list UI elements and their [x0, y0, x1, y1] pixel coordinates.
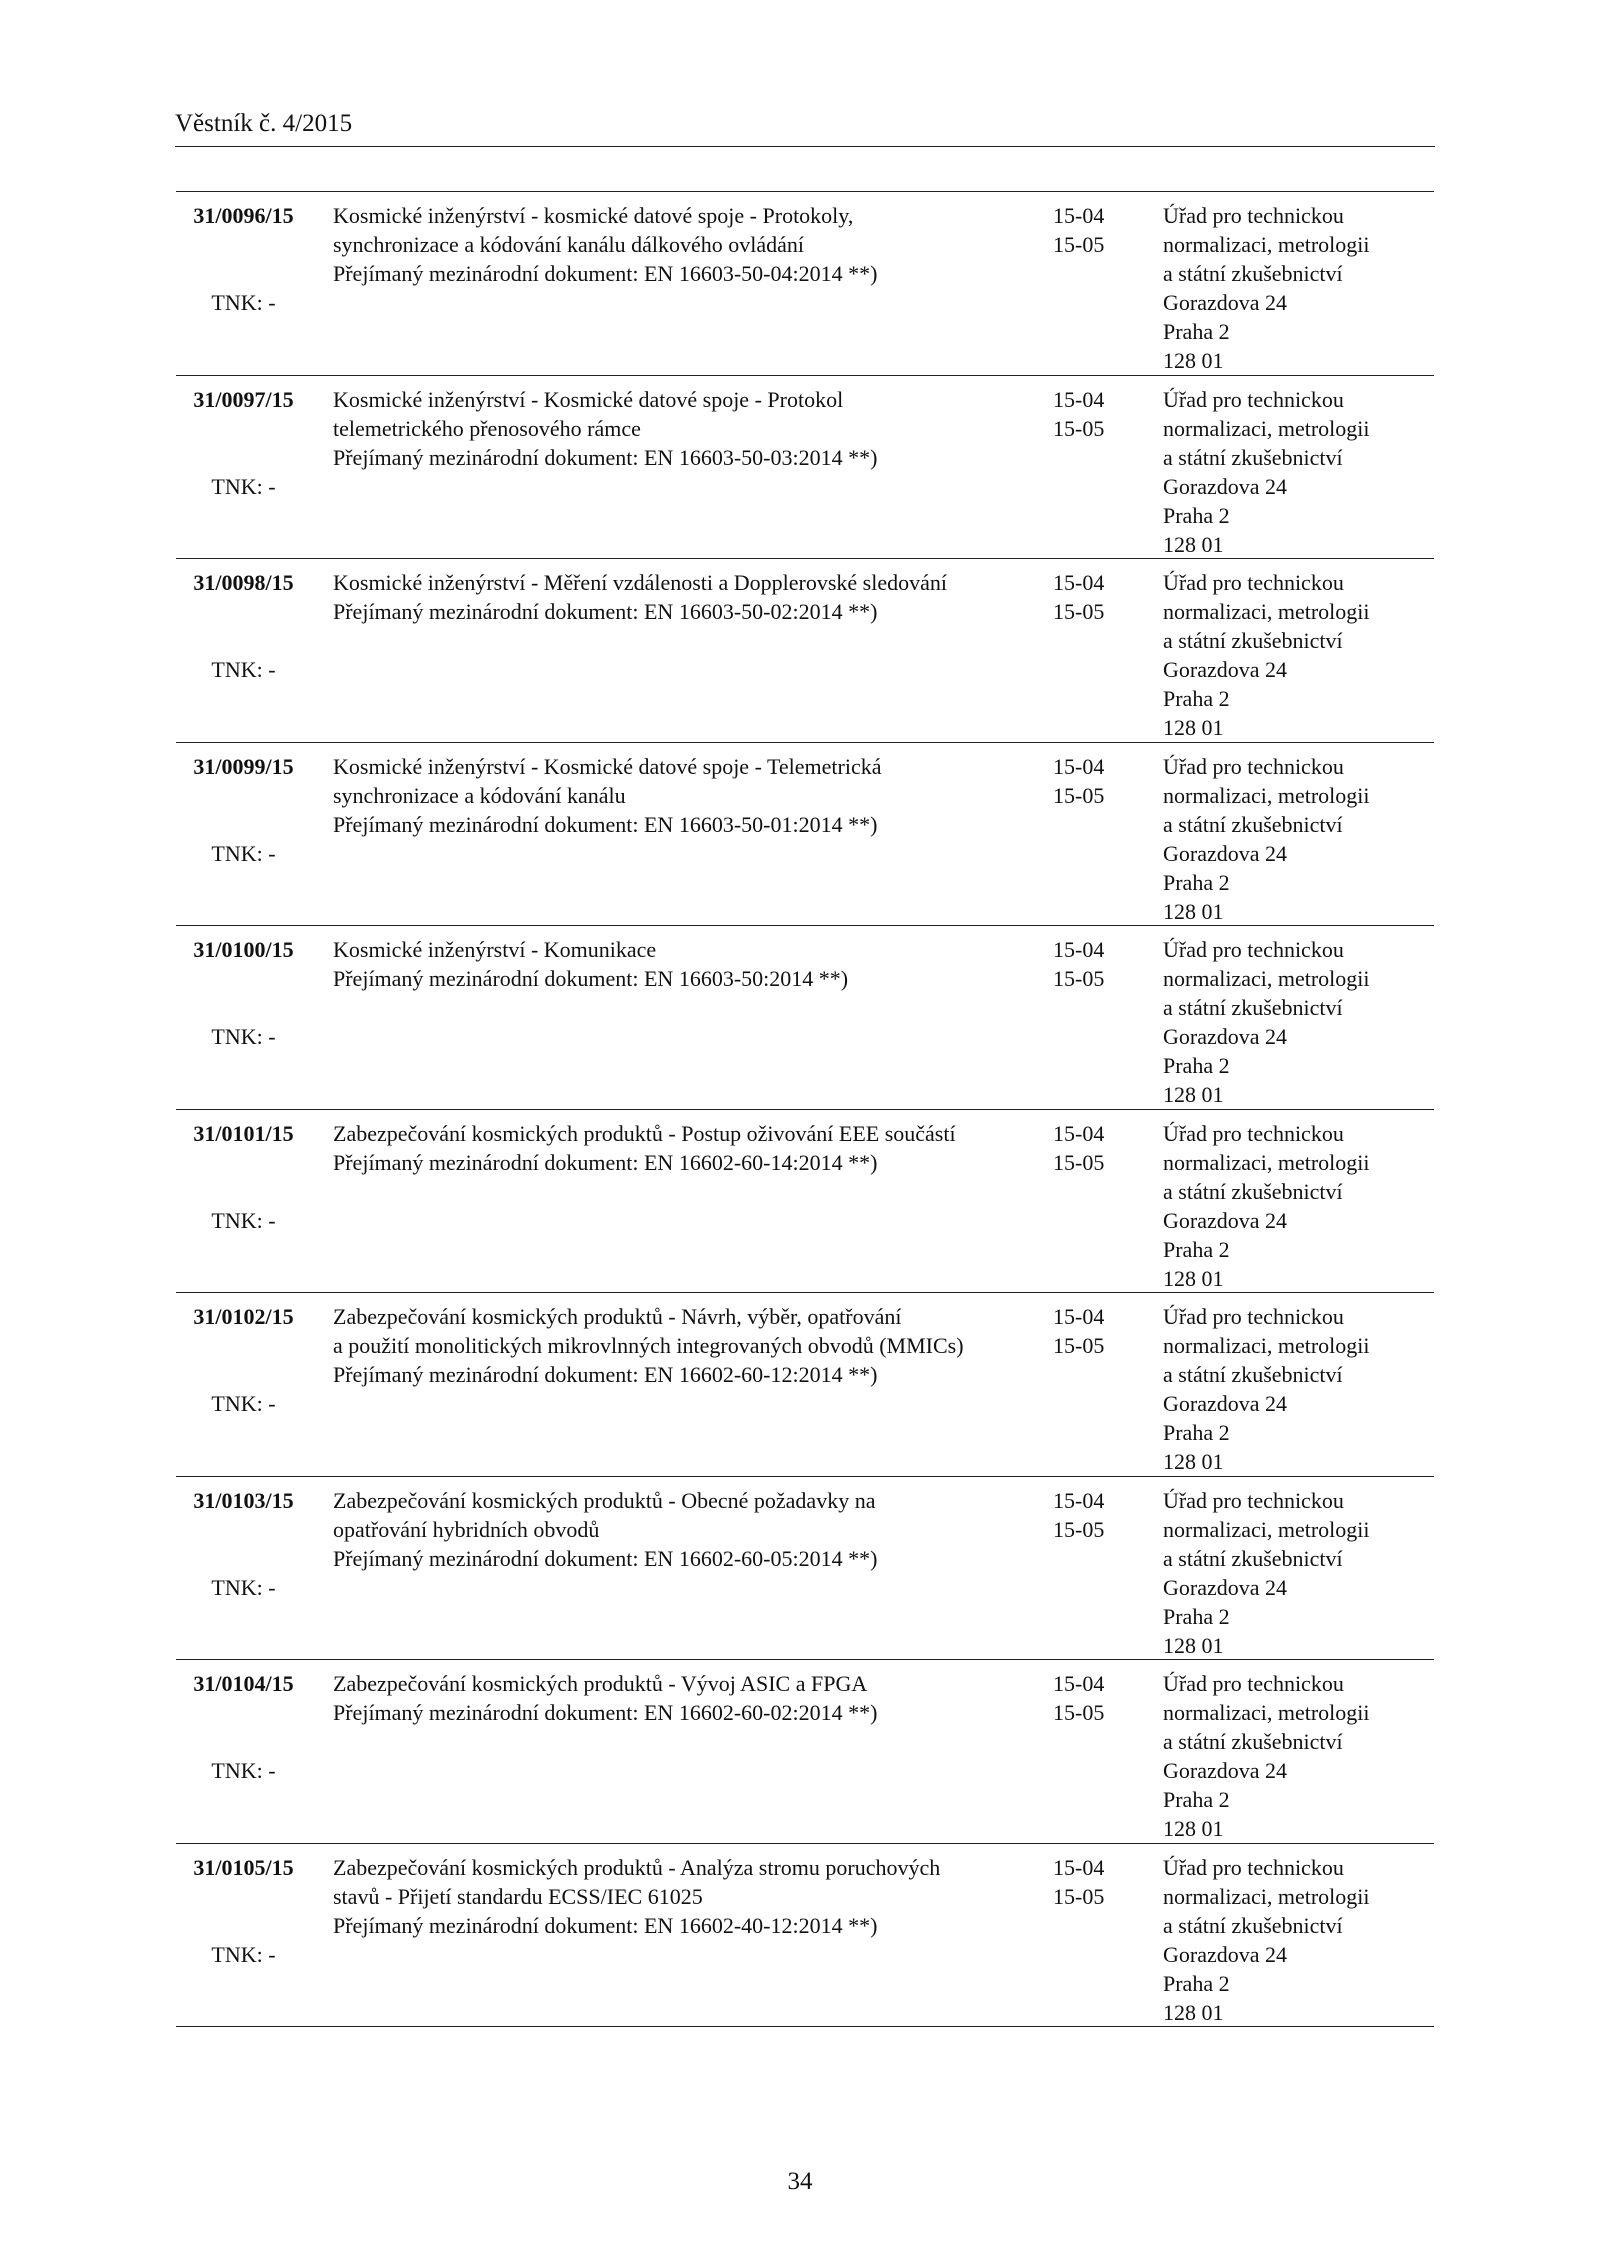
- code-cell: [176, 1486, 311, 1602]
- address-line: normalizaci, metrologii: [1163, 1333, 1370, 1358]
- table-row: [176, 1844, 1434, 2028]
- date-value: 15-04: [1053, 203, 1105, 228]
- address-line: Gorazdova 24: [1163, 1574, 1288, 1600]
- address-line: Gorazdova 24: [1163, 1391, 1288, 1416]
- description-line: synchronizace a kódování kanálu: [333, 782, 626, 808]
- address-line: Praha 2: [1163, 1787, 1230, 1812]
- dates-cell: [1053, 1486, 1123, 1544]
- address-line: 128 01: [1163, 531, 1224, 557]
- description-cell: [333, 1302, 964, 1389]
- address-line: Praha 2: [1163, 1236, 1230, 1262]
- description-line: opatřování hybridních obvodů: [333, 1516, 600, 1542]
- address-line: a státní zkušebnictví: [1163, 811, 1343, 837]
- address-line: a státní zkušebnictví: [1163, 1178, 1343, 1204]
- address-line: normalizaci, metrologii: [1163, 415, 1370, 441]
- address-line: a státní zkušebnictví: [1163, 995, 1343, 1020]
- date-value: 15-05: [1053, 415, 1105, 441]
- description-line: Přejímaný mezinárodní dokument: EN 16602-60-05:2014 **): [333, 1545, 878, 1571]
- date-value: 15-04: [1053, 570, 1105, 595]
- dates-cell: [1053, 1119, 1123, 1177]
- standard-code: 31/0103/15: [193, 1487, 294, 1513]
- description-line: Přejímaný mezinárodní dokument: EN 16603-50:2014 **): [333, 966, 849, 991]
- description-line: Kosmické inženýrství - Kosmické datové spoje - Telemetrická: [333, 753, 882, 779]
- date-value: 15-05: [1053, 1516, 1105, 1542]
- address-line: Úřad pro technickou: [1163, 203, 1344, 228]
- description-line: Přejímaný mezinárodní dokument: EN 16603-50-02:2014 **): [333, 599, 878, 624]
- address-line: a státní zkušebnictví: [1163, 1729, 1343, 1754]
- date-value: 15-04: [1053, 1854, 1105, 1880]
- description-line: Zabezpečování kosmických produktů - Postup oživování EEE součástí: [333, 1120, 956, 1146]
- code-cell: [176, 1669, 311, 1785]
- table-row: [176, 1477, 1434, 1661]
- tnk-label: TNK: -: [211, 840, 276, 866]
- description-line: Přejímaný mezinárodní dokument: EN 16603-50-03:2014 **): [333, 444, 878, 470]
- standard-code: 31/0096/15: [193, 203, 294, 228]
- address-line: a státní zkušebnictví: [1163, 1912, 1343, 1938]
- address-line: Gorazdova 24: [1163, 473, 1288, 499]
- address-line: Úřad pro technickou: [1163, 1120, 1344, 1146]
- dates-cell: [1053, 1669, 1123, 1727]
- description-line: Zabezpečování kosmických produktů - Vývoj ASIC a FPGA: [333, 1671, 868, 1696]
- date-value: 15-04: [1053, 1487, 1105, 1513]
- address-line: normalizaci, metrologii: [1163, 1516, 1370, 1542]
- standard-code: 31/0097/15: [193, 386, 294, 412]
- standard-code: 31/0104/15: [193, 1671, 294, 1696]
- address-cell: [1163, 1669, 1433, 1843]
- table-row: [176, 376, 1434, 560]
- address-line: a státní zkušebnictví: [1163, 628, 1343, 653]
- date-value: 15-05: [1053, 1149, 1105, 1175]
- address-line: Úřad pro technickou: [1163, 386, 1344, 412]
- description-cell: [333, 935, 893, 993]
- date-value: 15-05: [1053, 232, 1105, 257]
- description-line: Přejímaný mezinárodní dokument: EN 16602-60-12:2014 **): [333, 1362, 878, 1387]
- standard-code: 31/0101/15: [193, 1120, 294, 1146]
- address-line: Praha 2: [1163, 319, 1230, 344]
- address-line: Praha 2: [1163, 686, 1230, 711]
- date-value: 15-05: [1053, 966, 1105, 991]
- address-line: Gorazdova 24: [1163, 840, 1288, 866]
- description-cell: [333, 1669, 893, 1727]
- address-line: 128 01: [1163, 1449, 1224, 1474]
- address-line: Gorazdova 24: [1163, 657, 1288, 682]
- date-value: 15-05: [1053, 1883, 1105, 1909]
- address-line: normalizaci, metrologii: [1163, 232, 1370, 257]
- description-line: Kosmické inženýrství - Kosmické datové spoje - Protokol: [333, 386, 844, 412]
- description-cell: [333, 385, 893, 472]
- description-line: Kosmické inženýrství - Komunikace: [333, 937, 657, 962]
- address-line: 128 01: [1163, 1265, 1224, 1291]
- description-cell: [333, 568, 948, 626]
- description-line: stavů - Přijetí standardu ECSS/IEC 61025: [333, 1883, 703, 1909]
- description-line: Zabezpečování kosmických produktů - Obecné požadavky na: [333, 1487, 876, 1513]
- description-line: Kosmické inženýrství - kosmické datové spoje - Protokoly,: [333, 203, 854, 228]
- description-line: Přejímaný mezinárodní dokument: EN 16602-40-12:2014 **): [333, 1912, 878, 1938]
- code-cell: [176, 1119, 311, 1235]
- dates-cell: [1053, 568, 1123, 626]
- address-line: Praha 2: [1163, 1970, 1230, 1996]
- address-cell: [1163, 1302, 1433, 1476]
- address-line: Úřad pro technickou: [1163, 1304, 1344, 1329]
- dates-cell: [1053, 935, 1123, 993]
- address-cell: [1163, 1119, 1433, 1293]
- page-number: 34: [787, 2168, 813, 2195]
- tnk-label: TNK: -: [211, 1758, 276, 1783]
- code-cell: [176, 1853, 311, 1969]
- address-line: a státní zkušebnictví: [1163, 1545, 1343, 1571]
- date-value: 15-05: [1053, 1333, 1105, 1358]
- address-line: Gorazdova 24: [1163, 290, 1288, 315]
- address-line: 128 01: [1163, 1999, 1224, 2025]
- address-line: Gorazdova 24: [1163, 1207, 1288, 1233]
- tnk-label: TNK: -: [211, 1391, 276, 1416]
- description-line: a použití monolitických mikrovlnných integrovaných obvodů (MMICs): [333, 1333, 964, 1358]
- table-row: [176, 1110, 1434, 1294]
- tnk-label: TNK: -: [211, 1941, 276, 1967]
- address-line: 128 01: [1163, 1816, 1224, 1841]
- tnk-label: TNK: -: [211, 290, 276, 315]
- date-value: 15-04: [1053, 386, 1105, 412]
- address-line: normalizaci, metrologii: [1163, 782, 1370, 808]
- description-cell: [333, 201, 893, 288]
- address-line: Úřad pro technickou: [1163, 1671, 1344, 1696]
- address-cell: [1163, 935, 1433, 1109]
- table-row: [176, 926, 1434, 1110]
- description-line: Přejímaný mezinárodní dokument: EN 16603-50-04:2014 **): [333, 261, 878, 286]
- dates-cell: [1053, 385, 1123, 443]
- address-line: Úřad pro technickou: [1163, 570, 1344, 595]
- code-cell: [176, 935, 311, 1051]
- address-line: a státní zkušebnictví: [1163, 1362, 1343, 1387]
- tnk-label: TNK: -: [211, 1207, 276, 1233]
- tnk-label: TNK: -: [211, 1024, 276, 1049]
- code-cell: [176, 568, 311, 684]
- table-row: [176, 1660, 1434, 1844]
- dates-cell: [1053, 201, 1123, 259]
- table-row: [176, 743, 1434, 927]
- description-line: Zabezpečování kosmických produktů - Analýza stromu poruchových: [333, 1854, 941, 1880]
- address-line: a státní zkušebnictví: [1163, 444, 1343, 470]
- standard-code: 31/0105/15: [193, 1854, 294, 1880]
- address-cell: [1163, 385, 1433, 559]
- description-cell: [333, 1853, 941, 1940]
- address-cell: [1163, 1486, 1433, 1660]
- standard-code: 31/0100/15: [193, 937, 294, 962]
- standards-table: [176, 191, 1434, 2027]
- page-header-title: Věstník č. 4/2015: [175, 110, 353, 137]
- tnk-label: TNK: -: [211, 1574, 276, 1600]
- description-cell: [333, 1119, 956, 1177]
- address-line: Gorazdova 24: [1163, 1758, 1288, 1783]
- dates-cell: [1053, 1853, 1123, 1911]
- address-cell: [1163, 568, 1433, 742]
- address-line: 128 01: [1163, 1082, 1224, 1107]
- date-value: 15-04: [1053, 1304, 1105, 1329]
- table-row: [176, 192, 1434, 376]
- address-line: Gorazdova 24: [1163, 1024, 1288, 1049]
- page-header: [175, 108, 1435, 147]
- description-line: Přejímaný mezinárodní dokument: EN 16602-60-14:2014 **): [333, 1149, 878, 1175]
- address-line: Praha 2: [1163, 502, 1230, 528]
- address-line: normalizaci, metrologii: [1163, 599, 1370, 624]
- date-value: 15-04: [1053, 1671, 1105, 1696]
- address-line: 128 01: [1163, 348, 1224, 373]
- code-cell: [176, 385, 311, 501]
- address-line: normalizaci, metrologii: [1163, 966, 1370, 991]
- address-line: normalizaci, metrologii: [1163, 1149, 1370, 1175]
- address-line: Gorazdova 24: [1163, 1941, 1288, 1967]
- date-value: 15-05: [1053, 1700, 1105, 1725]
- address-line: Úřad pro technickou: [1163, 937, 1344, 962]
- date-value: 15-04: [1053, 753, 1105, 779]
- description-line: synchronizace a kódování kanálu dálkového ovládání: [333, 232, 805, 257]
- address-line: Praha 2: [1163, 1603, 1230, 1629]
- tnk-label: TNK: -: [211, 473, 276, 499]
- description-line: Zabezpečování kosmických produktů - Návrh, výběr, opatřování: [333, 1304, 902, 1329]
- address-line: 128 01: [1163, 898, 1224, 924]
- address-line: Úřad pro technickou: [1163, 1487, 1344, 1513]
- description-line: Kosmické inženýrství - Měření vzdálenosti a Dopplerovské sledování: [333, 570, 948, 595]
- address-cell: [1163, 1853, 1433, 2027]
- date-value: 15-05: [1053, 599, 1105, 624]
- description-cell: [333, 1486, 893, 1573]
- address-line: Úřad pro technickou: [1163, 1854, 1344, 1880]
- address-line: normalizaci, metrologii: [1163, 1883, 1370, 1909]
- address-line: 128 01: [1163, 715, 1224, 740]
- date-value: 15-04: [1053, 937, 1105, 962]
- address-line: normalizaci, metrologii: [1163, 1700, 1370, 1725]
- address-line: a státní zkušebnictví: [1163, 261, 1343, 286]
- dates-cell: [1053, 1302, 1123, 1360]
- date-value: 15-04: [1053, 1120, 1105, 1146]
- description-cell: [333, 752, 893, 839]
- address-line: Úřad pro technickou: [1163, 753, 1344, 779]
- description-line: Přejímaný mezinárodní dokument: EN 16602-60-02:2014 **): [333, 1700, 878, 1725]
- address-line: Praha 2: [1163, 869, 1230, 895]
- address-cell: [1163, 752, 1433, 926]
- address-line: Praha 2: [1163, 1053, 1230, 1078]
- code-cell: [176, 1302, 311, 1418]
- address-line: 128 01: [1163, 1632, 1224, 1658]
- address-line: Praha 2: [1163, 1420, 1230, 1445]
- code-cell: [176, 201, 311, 317]
- date-value: 15-05: [1053, 782, 1105, 808]
- table-row: [176, 559, 1434, 743]
- standard-code: 31/0098/15: [193, 570, 294, 595]
- description-line: Přejímaný mezinárodní dokument: EN 16603-50-01:2014 **): [333, 811, 878, 837]
- dates-cell: [1053, 752, 1123, 810]
- standard-code: 31/0102/15: [193, 1304, 294, 1329]
- address-cell: [1163, 201, 1433, 375]
- tnk-label: TNK: -: [211, 657, 276, 682]
- table-row: [176, 1293, 1434, 1477]
- code-cell: [176, 752, 311, 868]
- standard-code: 31/0099/15: [193, 753, 294, 779]
- description-line: telemetrického přenosového rámce: [333, 415, 641, 441]
